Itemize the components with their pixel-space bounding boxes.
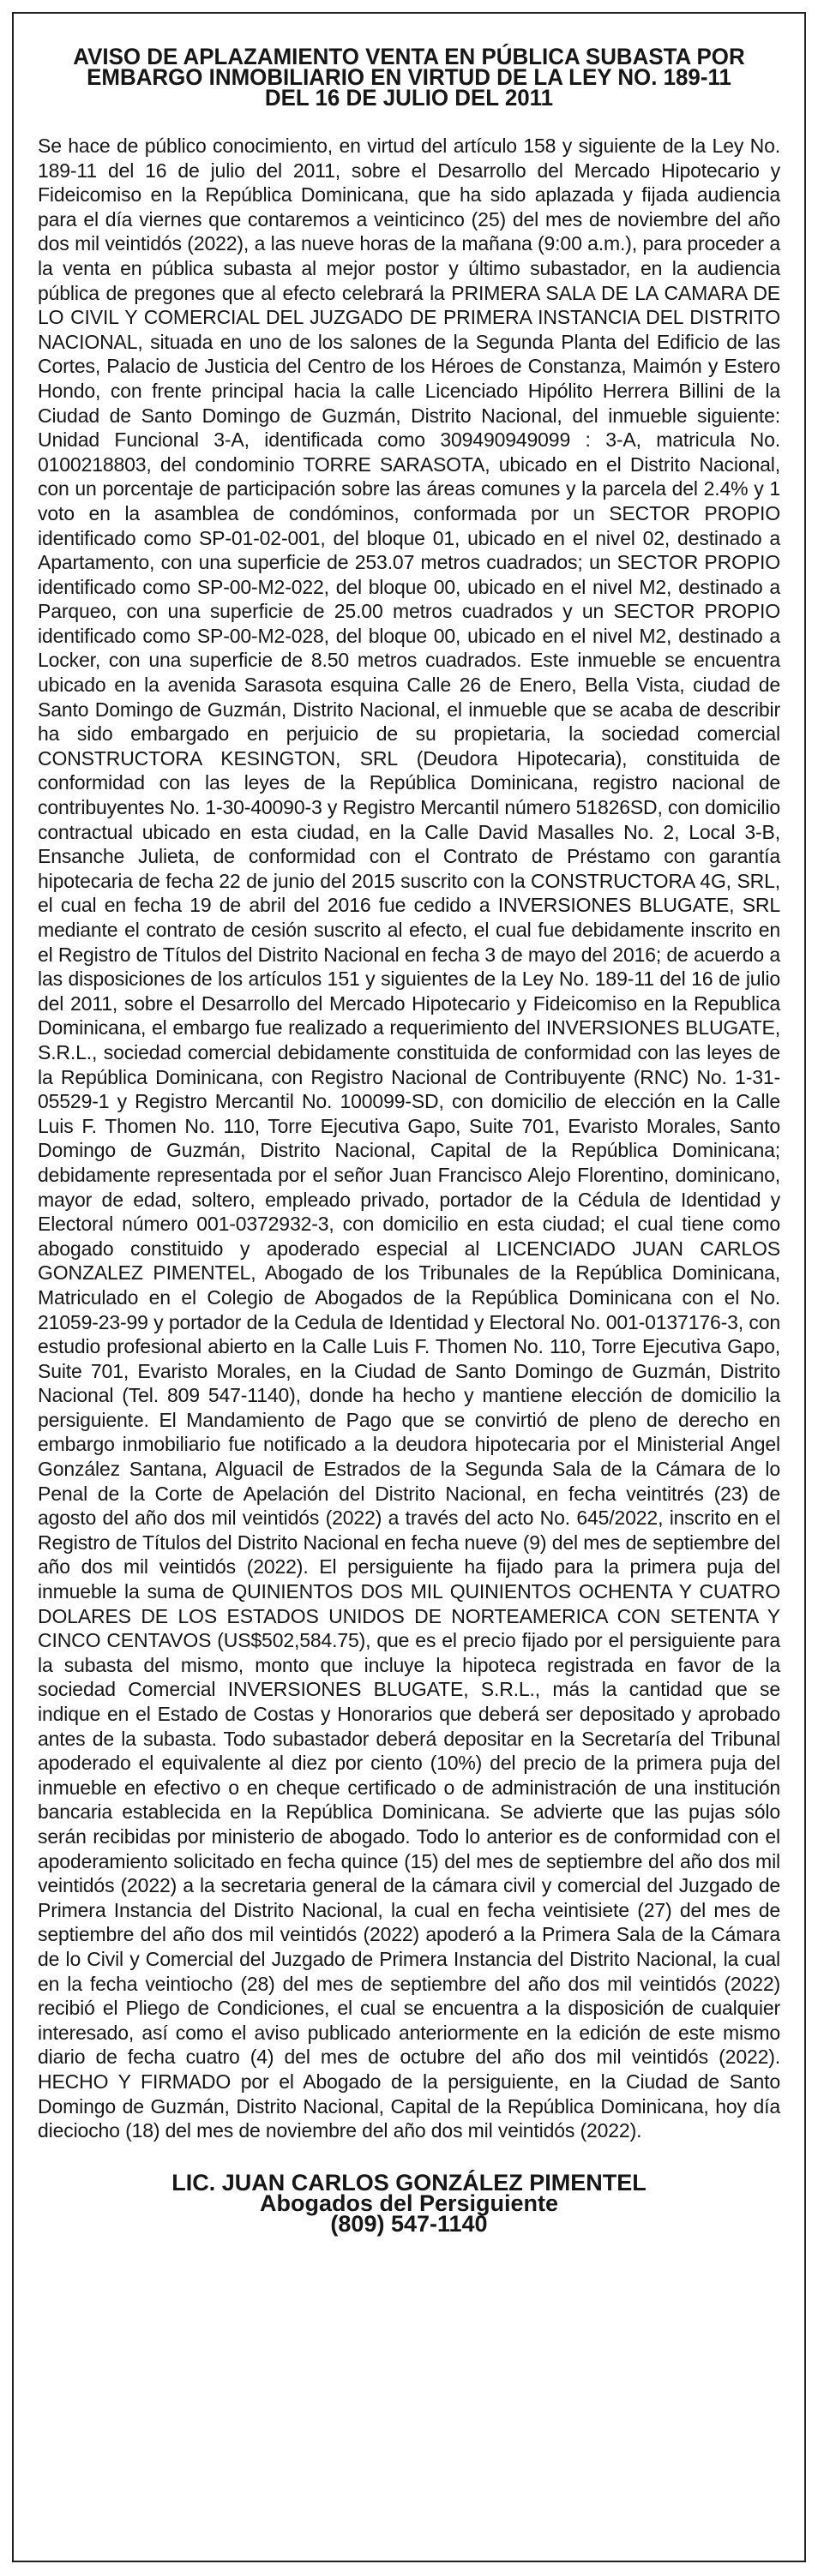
signature-block [38, 2169, 780, 2237]
notice-body: Se hace de público conocimiento, en virtud del artículo 158 y siguiente de la Ley No. 189-11 del 16 de julio del 2011, sobre el Desarrollo del Mercado Hipotecario y Fideicomiso en la República Dominicana, que ha sido aplazada y fijada audiencia para el día viernes que contaremos a veinticinco (25) del mes de noviembre del año dos mil veintidós (2022), a las nueve horas de la mañana (9:00 a.m.), para proceder a la venta en pública subasta al mejor postor y último subastador, en la audiencia pública de pregones que al efecto celebrará la PRIMERA SALA DE LA CAMARA DE LO CIVIL Y COMERCIAL DEL JUZGADO DE PRIMERA INSTANCIA DEL DISTRITO NACIONAL, situada en uno de los salones de la Segunda Planta del Edificio de las Cortes, Palacio de Justicia del Centro de los Héroes de Constanza, Maimón y Estero Hondo, con frente principal hacia la calle Licenciado Hipólito Herrera Billini de la Ciudad de Santo Domingo de Guzmán, Distrito Nacional, del inmueble siguiente: Unidad Funcional 3-A, identificada como 309490949099 : 3-A, matricula No. 0100218803, del condominio TORRE SARASOTA, ubicado en el Distrito Nacional, con un porcentaje de participación sobre las áreas comunes y la parcela del 2.4% y 1 voto en la asamblea de condóminos, conformada por un SECTOR PROPIO identificado como SP-01-02-001, del bloque 01, ubicado en el nivel 02, destinado a Apartamento, con una superficie de 253.07 metros cuadrados; un SECTOR PROPIO identificado como SP-00-M2-022, del bloque 00, ubicado en el nivel M2, destinado a Parqueo, con una superficie de 25.00 metros cuadrados y un SECTOR PROPIO identificado como SP-00-M2-028, del bloque 00, ubicado en el nivel M2, destinado a Locker, con una superficie de 8.50 metros cuadrados. Este inmueble se encuentra ubicado en la avenida Sarasota esquina Calle 26 de Enero, Bella Vista, ciudad de Santo Domingo de Guzmán, Distrito Nacional, el inmueble que se acaba de describir ha sido embargado en perjuicio de su propietaria, la sociedad comercial CONSTRUCTORA KESINGTON, SRL (Deudora Hipotecaria), constituida de conformidad con las leyes de la República Dominicana, registro nacional de contribuyentes No. 1-30-40090-3 y Registro Mercantil número 51826SD, con domicilio contractual ubicado en esta ciudad, en la Calle David Masalles No. 2, Local 3-B, Ensanche Julieta, de conformidad con el Contrato de Préstamo con garantía hipotecaria de fecha 22 de junio del 2015 suscrito con la CONSTRUCTORA 4G, SRL, el cual en fecha 19 de abril del 2016 fue cedido a INVERSIONES BLUGATE, SRL mediante el contrato de cesión suscrito al efecto, el cual fue debidamente inscrito en el Registro de Títulos del Distrito Nacional en fecha 3 de mayo del 2016; de acuerdo a las disposiciones de los artículos 151 y siguientes de la Ley No. 189-11 del 16 de julio del 2011, sobre el Desarrollo del Mercado Hipotecario y Fideicomiso en la Republica Dominicana, el embargo fue realizado a requerimiento del INVERSIONES BLUGATE, S.R.L., sociedad comercial debidamente constituida de conformidad con las leyes de la República Dominicana, con Registro Nacional de Contribuyente (RNC) No. 1-31-05529-1 y Registro Mercantil No. 100099-SD, con domicilio de elección en la Calle Luis F. Thomen No. 110, Torre Ejecutiva Gapo, Suite 701, Evaristo Morales, Santo Domingo de Guzmán, Distrito Nacional, Capital de la República Dominicana; debidamente representada por el señor Juan Francisco Alejo Florentino, dominicano, mayor de edad, soltero, empleado privado, portador de la Cédula de Identidad y Electoral número 001-0372932-3, con domicilio en esta ciudad; el cual tiene como abogado constituido y apoderado especial al LICENCIADO JUAN CARLOS GONZALEZ PIMENTEL, Abogado de los Tribunales de la República Dominicana, Matriculado en el Colegio de Abogados de la República Dominicana con el No. 21059-23-99 y portador de la Cedula de Identidad y Electoral No. 001-0137176-3, con estudio profesional abierto en la Calle Luis F. Thomen No. 110, Torre Ejecutiva Gapo, Suite 701, Evaristo Morales, en la Ciudad de Santo Domingo de Guzmán, Distrito Nacional (Tel. 809 547-1140), donde ha hecho y mantiene elección de domicilio la persiguiente. El Mandamiento de Pago que se convirtió de pleno de derecho en embargo inmobiliario fue notificado a la deudora hipotecaria por el Ministerial Angel González Santana, Alguacil de Estrados de la Segunda Sala de la Cámara de lo Penal de la Corte de Apelación del Distrito Nacional, en fecha veintitrés (23) de agosto del año dos mil veintidós (2022) a través del acto No. 645/2022, inscrito en el Registro de Títulos del Distrito Nacional en fecha nueve (9) del mes de septiembre del año dos mil veintidós (2022). El persiguiente ha fijado para la primera puja del inmueble la suma de QUINIENTOS DOS MIL QUINIENTOS OCHENTA Y CUATRO DOLARES DE LOS ESTADOS UNIDOS DE NORTEAMERICA CON SETENTA Y CINCO CENTAVOS (US$502,584.75), que es el precio fijado por el persiguiente para la subasta del mismo, monto que incluye la hipoteca registrada en favor de la sociedad Comercial INVERSIONES BLUGATE, S.R.L., más la cantidad que se indique en el Estado de Costas y Honorarios que deberá ser depositado y aprobado antes de la subasta. Todo subastador deberá depositar en la Secretaría del Tribunal apoderado el equivalente al diez por ciento (10%) del precio de la primera puja del inmueble en efectivo o en cheque certificado o de administración de una institución bancaria establecida en la República Dominicana. Se advierte que las pujas sólo serán recibidas por ministerio de abogado. Todo lo anterior es de conformidad con el apoderamiento solicitado en fecha quince (15) del mes de septiembre del año dos mil veintidós (2022) a la secretaria general de la cámara civil y comercial del Juzgado de Primera Instancia del Distrito Nacional, la cual en fecha veintisiete (27) del mes de septiembre del año dos mil veintidós (2022) apoderó a la Primera Sala de la Cámara de lo Civil y Comercial del Juzgado de Primera Instancia del Distrito Nacional, la cual en la fecha veintiocho (28) del mes de septiembre del año dos mil veintidós (2022) recibió el Pliego de Condiciones, el cual se encuentra a la disposición de cualquier interesado, así como el aviso publicado anteriormente en la edición de este mismo diario de fecha cuatro (4) del mes de octubre del año dos mil veintidós (2022). HECHO Y FIRMADO por el Abogado de la persiguiente, en la Ciudad de Santo Domingo de Guzmán, Distrito Nacional, Capital de la República Dominicana, hoy día dieciocho (18) del mes de noviembre del año dos mil veintidós (2022). [38, 135, 780, 2142]
legal-notice [12, 12, 806, 2562]
notice-title-line: AVISO DE APLAZAMIENTO VENTA EN PÚBLICA SUBASTA POR [73, 44, 745, 69]
notice-title-line: DEL 16 DE JULIO DEL 2011 [264, 85, 554, 111]
signer-role: Abogados del Persiguiente [259, 2190, 559, 2216]
notice-title [52, 44, 765, 111]
signer-name: LIC. JUAN CARLOS GONZÁLEZ PIMENTEL [171, 2169, 647, 2196]
signer-phone: (809) 547-1140 [330, 2210, 488, 2237]
notice-title-line: EMBARGO INMOBILIARIO EN VIRTUD DE LA LEY NO. 189-11 [87, 64, 731, 90]
